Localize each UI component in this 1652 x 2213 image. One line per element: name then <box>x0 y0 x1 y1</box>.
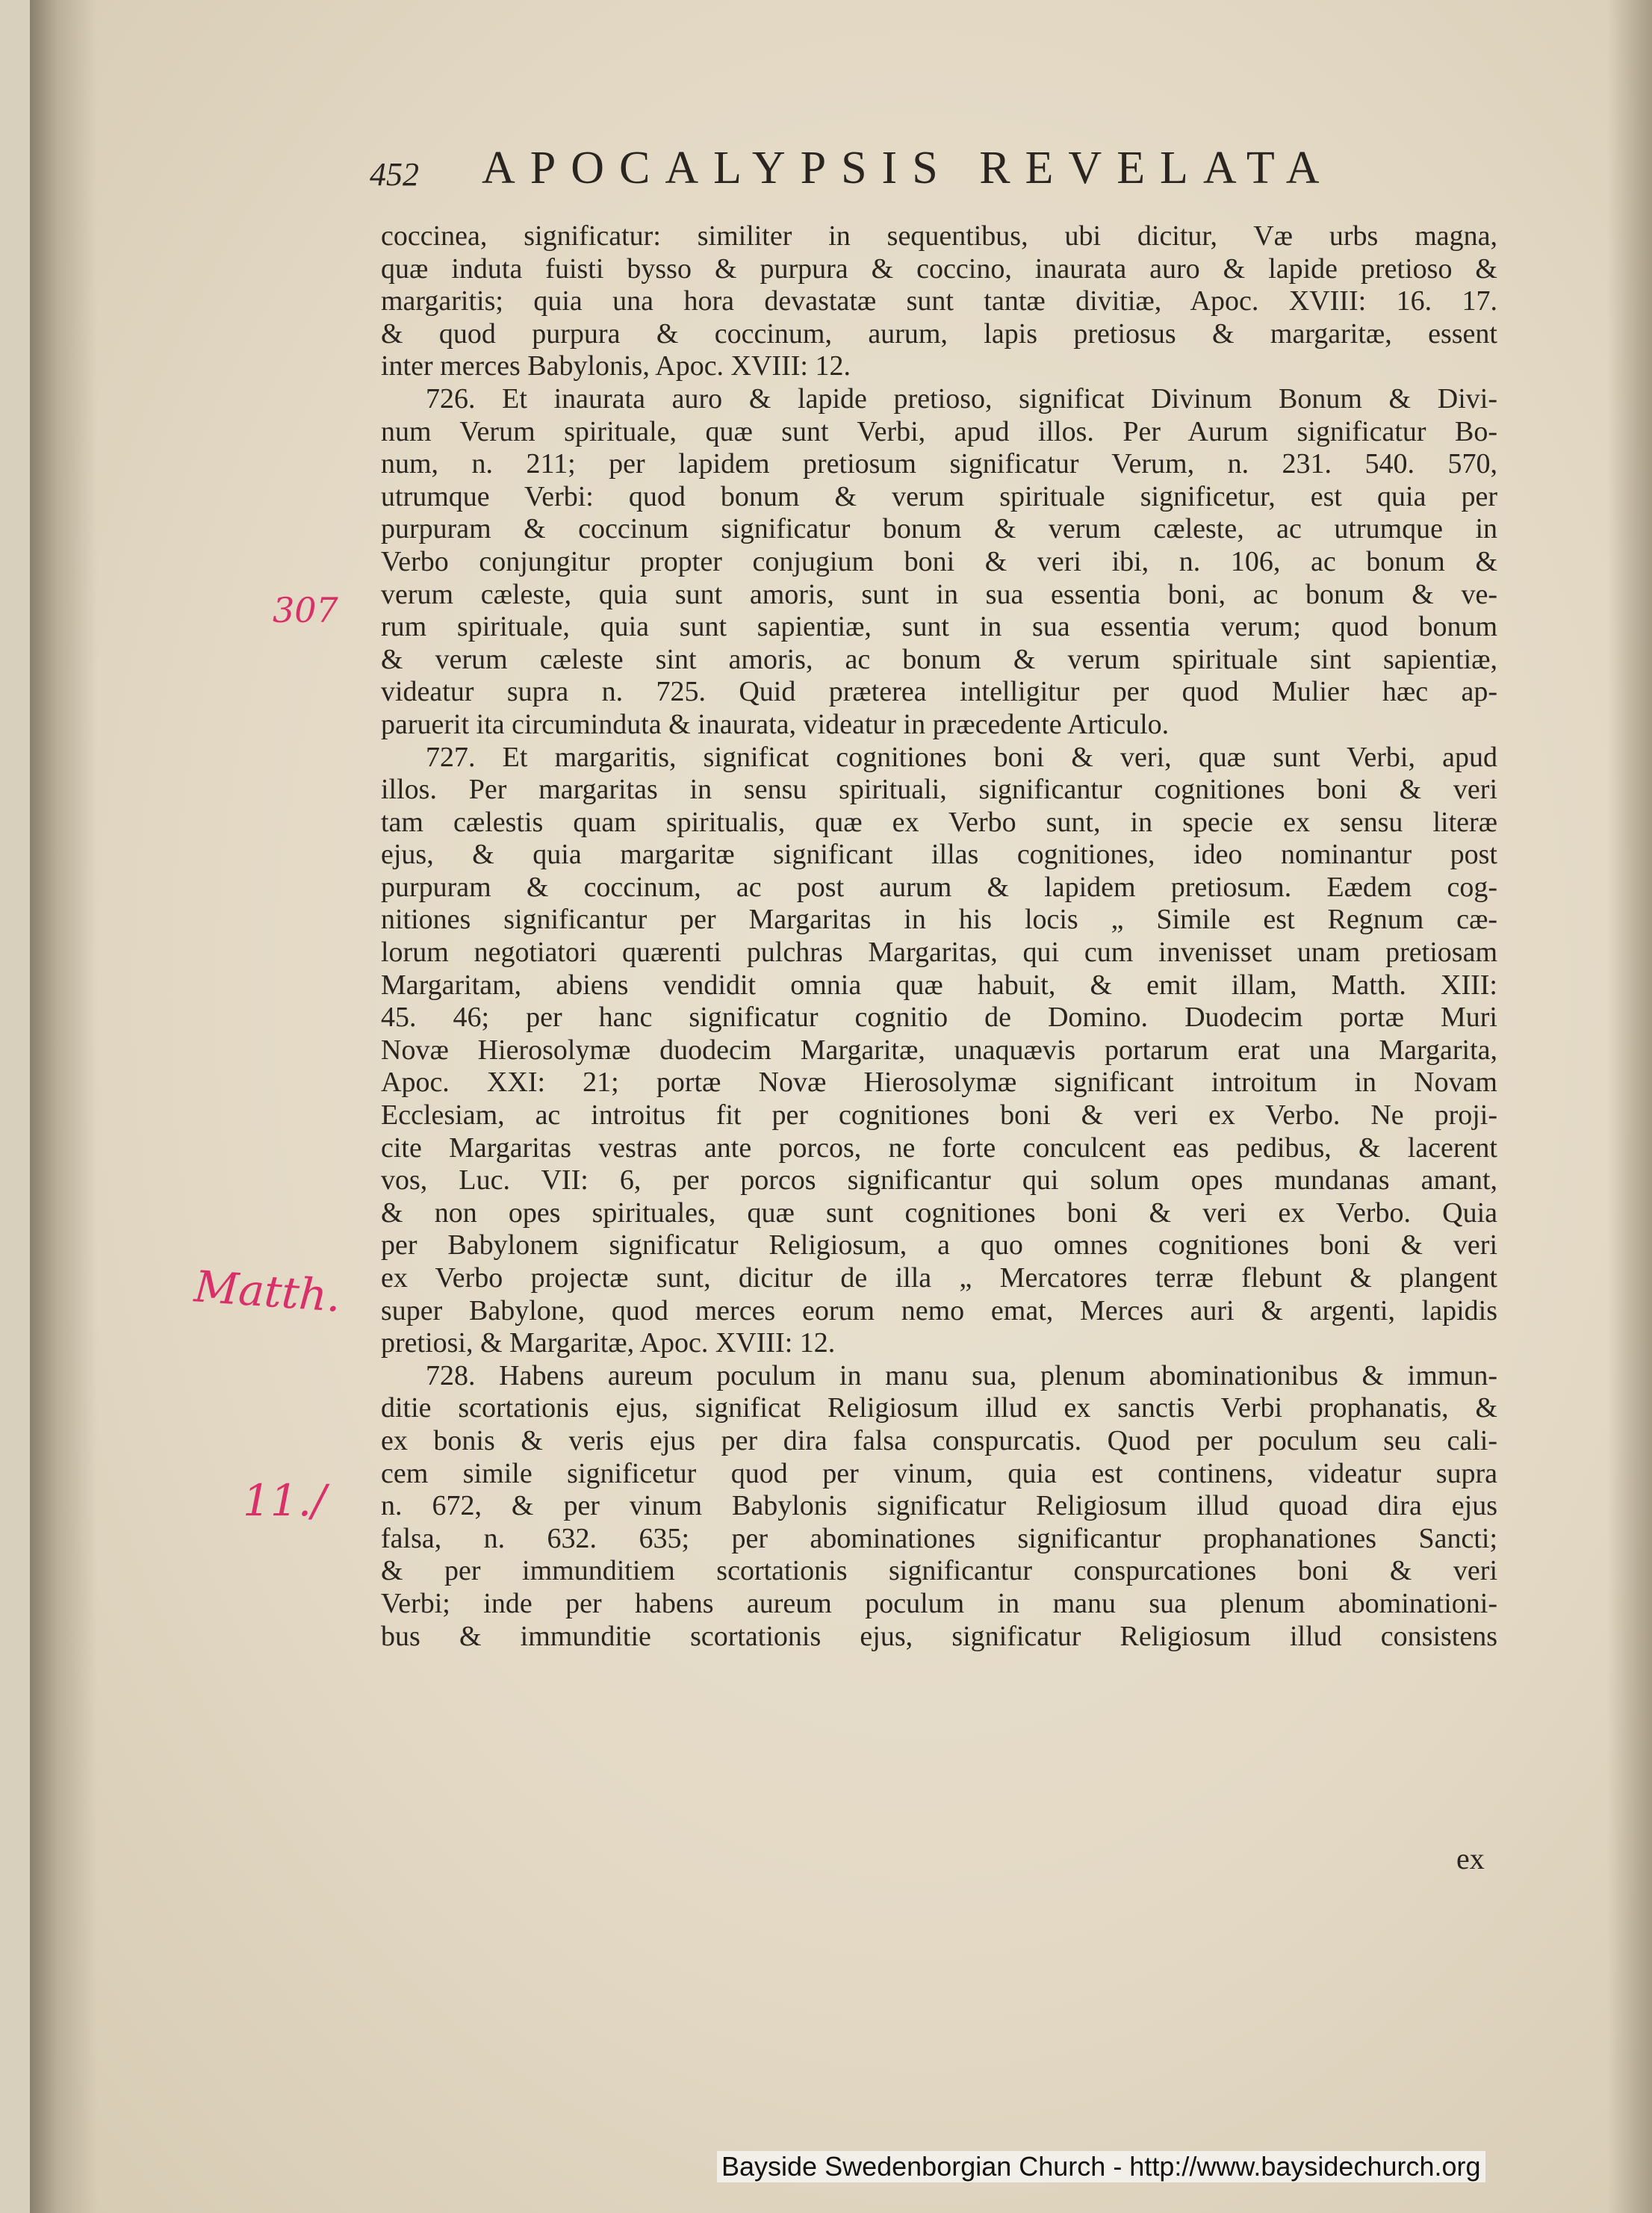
text-line: nitiones significantur per Margaritas in his locis „ Simile est Regnum cæ- <box>381 904 1497 936</box>
text-line: bus & immunditie scortationis ejus, significatur Religiosum illud consistens <box>381 1620 1497 1652</box>
page-header <box>370 142 1426 202</box>
text-line: & quod purpura & coccinum, aurum, lapis pretiosus & margaritæ, essent <box>381 317 1497 350</box>
text-line: tam cælestis quam spiritualis, quæ ex Verbo sunt, in specie ex sensu literæ <box>381 806 1497 838</box>
text-line: Apoc. XXI: 21; portæ Novæ Hierosolymæ significant introitum in Novam <box>381 1067 1497 1099</box>
text-line: purpuram & coccinum significatur bonum & verum cæleste, ac utrumque in <box>381 513 1497 545</box>
catchword: ex <box>1456 1842 1485 1875</box>
text-line: per Babylonem significatur Religiosum, a quo omnes cognitiones boni & veri <box>381 1229 1497 1261</box>
gutter-shadow <box>30 0 97 2213</box>
margin-note-307: 307 <box>273 590 338 630</box>
text-line: videatur supra n. 725. Quid præterea intelligitur per quod Mulier hæc ap- <box>381 676 1497 708</box>
text-line: ex bonis & veris ejus per dira falsa conspurcatis. Quod per poculum seu cali- <box>381 1424 1497 1456</box>
text-line: inter merces Babylonis, Apoc. XVIII: 12. <box>381 350 851 382</box>
paragraph-start-726: 726. Et inaurata auro & lapide pretioso, significat Divinum Bonum & Divi- <box>426 382 1497 415</box>
page-number: 452 <box>370 156 419 193</box>
text-line: & non opes spirituales, quæ sunt cognitiones boni & veri ex Verbo. Quia <box>381 1196 1497 1229</box>
text-line: vos, Luc. VII: 6, per porcos significantur qui solum opes mundanas amant, <box>381 1164 1497 1196</box>
text-line: margaritis; quia una hora devastatæ sunt tantæ divitiæ, Apoc. XVIII: 16. 17. <box>381 285 1497 317</box>
body-text <box>381 220 1497 1653</box>
text-line: paruerit ita circuminduta & inaurata, videatur in præcedente Articulo. <box>381 708 1170 740</box>
text-line: num, n. 211; per lapidem pretiosum significatur Verum, n. 231. 540. 570, <box>381 448 1497 480</box>
text-line: quæ induta fuisti bysso & purpura & coccino, inaurata auro & lapide pretioso & <box>381 252 1497 285</box>
text-line: Margaritam, abiens vendidit omnia quæ habuit, & emit illam, Matth. XIII: <box>381 969 1497 1001</box>
text-line: rum spirituale, quia sunt sapientiæ, sunt in sua essentia verum; quod bonum <box>381 611 1497 643</box>
text-line: & per immunditiem scortationis significantur conspurcationes boni & veri <box>381 1555 1497 1587</box>
text-line: purpuram & coccinum, ac post aurum & lapidem pretiosum. Eædem cog- <box>381 871 1497 903</box>
paragraph-start-727: 727. Et margaritis, significat cognitiones boni & veri, quæ sunt Verbi, apud <box>426 741 1497 773</box>
text-line: coccinea, significatur: similiter in sequentibus, ubi dicitur, Væ urbs magna, <box>381 220 1497 252</box>
text-line: Verbo conjungitur propter conjugium boni & veri ibi, n. 106, ac bonum & <box>381 545 1497 577</box>
text-line: n. 672, & per vinum Babylonis significatur Religiosum illud quoad dira ejus <box>381 1490 1497 1522</box>
running-title: APOCALYPSIS REVELATA <box>482 143 1335 193</box>
text-line: cem simile significetur quod per vinum, quia est continens, videatur supra <box>381 1457 1497 1489</box>
text-line: ejus, & quia margaritæ significant illas cognitiones, ideo nominantur post <box>381 839 1497 871</box>
text-line: falsa, n. 632. 635; per abominationes significantur prophanationes Sancti; <box>381 1522 1497 1554</box>
paragraph-start-728: 728. Habens aureum poculum in manu sua, plenum abominationibus & immun- <box>426 1359 1497 1391</box>
text-line: ex Verbo projectæ sunt, dicitur de illa „ Mercatores terræ flebunt & plangent <box>381 1262 1497 1294</box>
text-line: lorum negotiatori quærenti pulchras Margaritas, qui cum invenisset unam pretiosam <box>381 937 1497 969</box>
text-line: Novæ Hierosolymæ duodecim Margaritæ, unaquævis portarum erat una Margarita, <box>381 1034 1497 1066</box>
text-line: illos. Per margaritas in sensu spirituali, significantur cognitiones boni & veri <box>381 774 1497 806</box>
text-line: cite Margaritas vestras ante porcos, ne forte conculcent eas pedibus, & lacerent <box>381 1132 1497 1164</box>
text-line: ditie scortationis ejus, significat Religiosum illud ex sanctis Verbi prophanatis, & <box>381 1392 1497 1424</box>
text-line: super Babylone, quod merces eorum nemo emat, Merces auri & argenti, lapidis <box>381 1294 1497 1326</box>
text-line: verum cæleste, quia sunt amoris, sunt in sua essentia boni, ac bonum & ve- <box>381 578 1497 610</box>
margin-note-matth: Matth. <box>192 1261 343 1322</box>
text-line: Verbi; inde per habens aureum poculum in manu sua plenum abominationi- <box>381 1587 1497 1619</box>
page-edge-shadow <box>1607 0 1652 2213</box>
margin-note-11: 11./ <box>243 1475 326 1526</box>
text-line: & verum cæleste sint amoris, ac bonum & verum spirituale sint sapientiæ, <box>381 643 1497 675</box>
text-line: pretiosi, & Margaritæ, Apoc. XVIII: 12. <box>381 1327 836 1359</box>
footer-credit: Bayside Swedenborgian Church - http://www.baysidechurch.org <box>717 2151 1485 2182</box>
text-line: utrumque Verbi: quod bonum & verum spirituale significetur, est quia per <box>381 480 1497 512</box>
text-line: num Verum spirituale, quæ sunt Verbi, apud illos. Per Aurum significatur Bo- <box>381 415 1497 447</box>
text-line: 45. 46; per hanc significatur cognitio de Domino. Duodecim portæ Muri <box>381 1002 1497 1034</box>
text-line: Ecclesiam, ac introitus fit per cognitiones boni & veri ex Verbo. Ne proji- <box>381 1099 1497 1132</box>
